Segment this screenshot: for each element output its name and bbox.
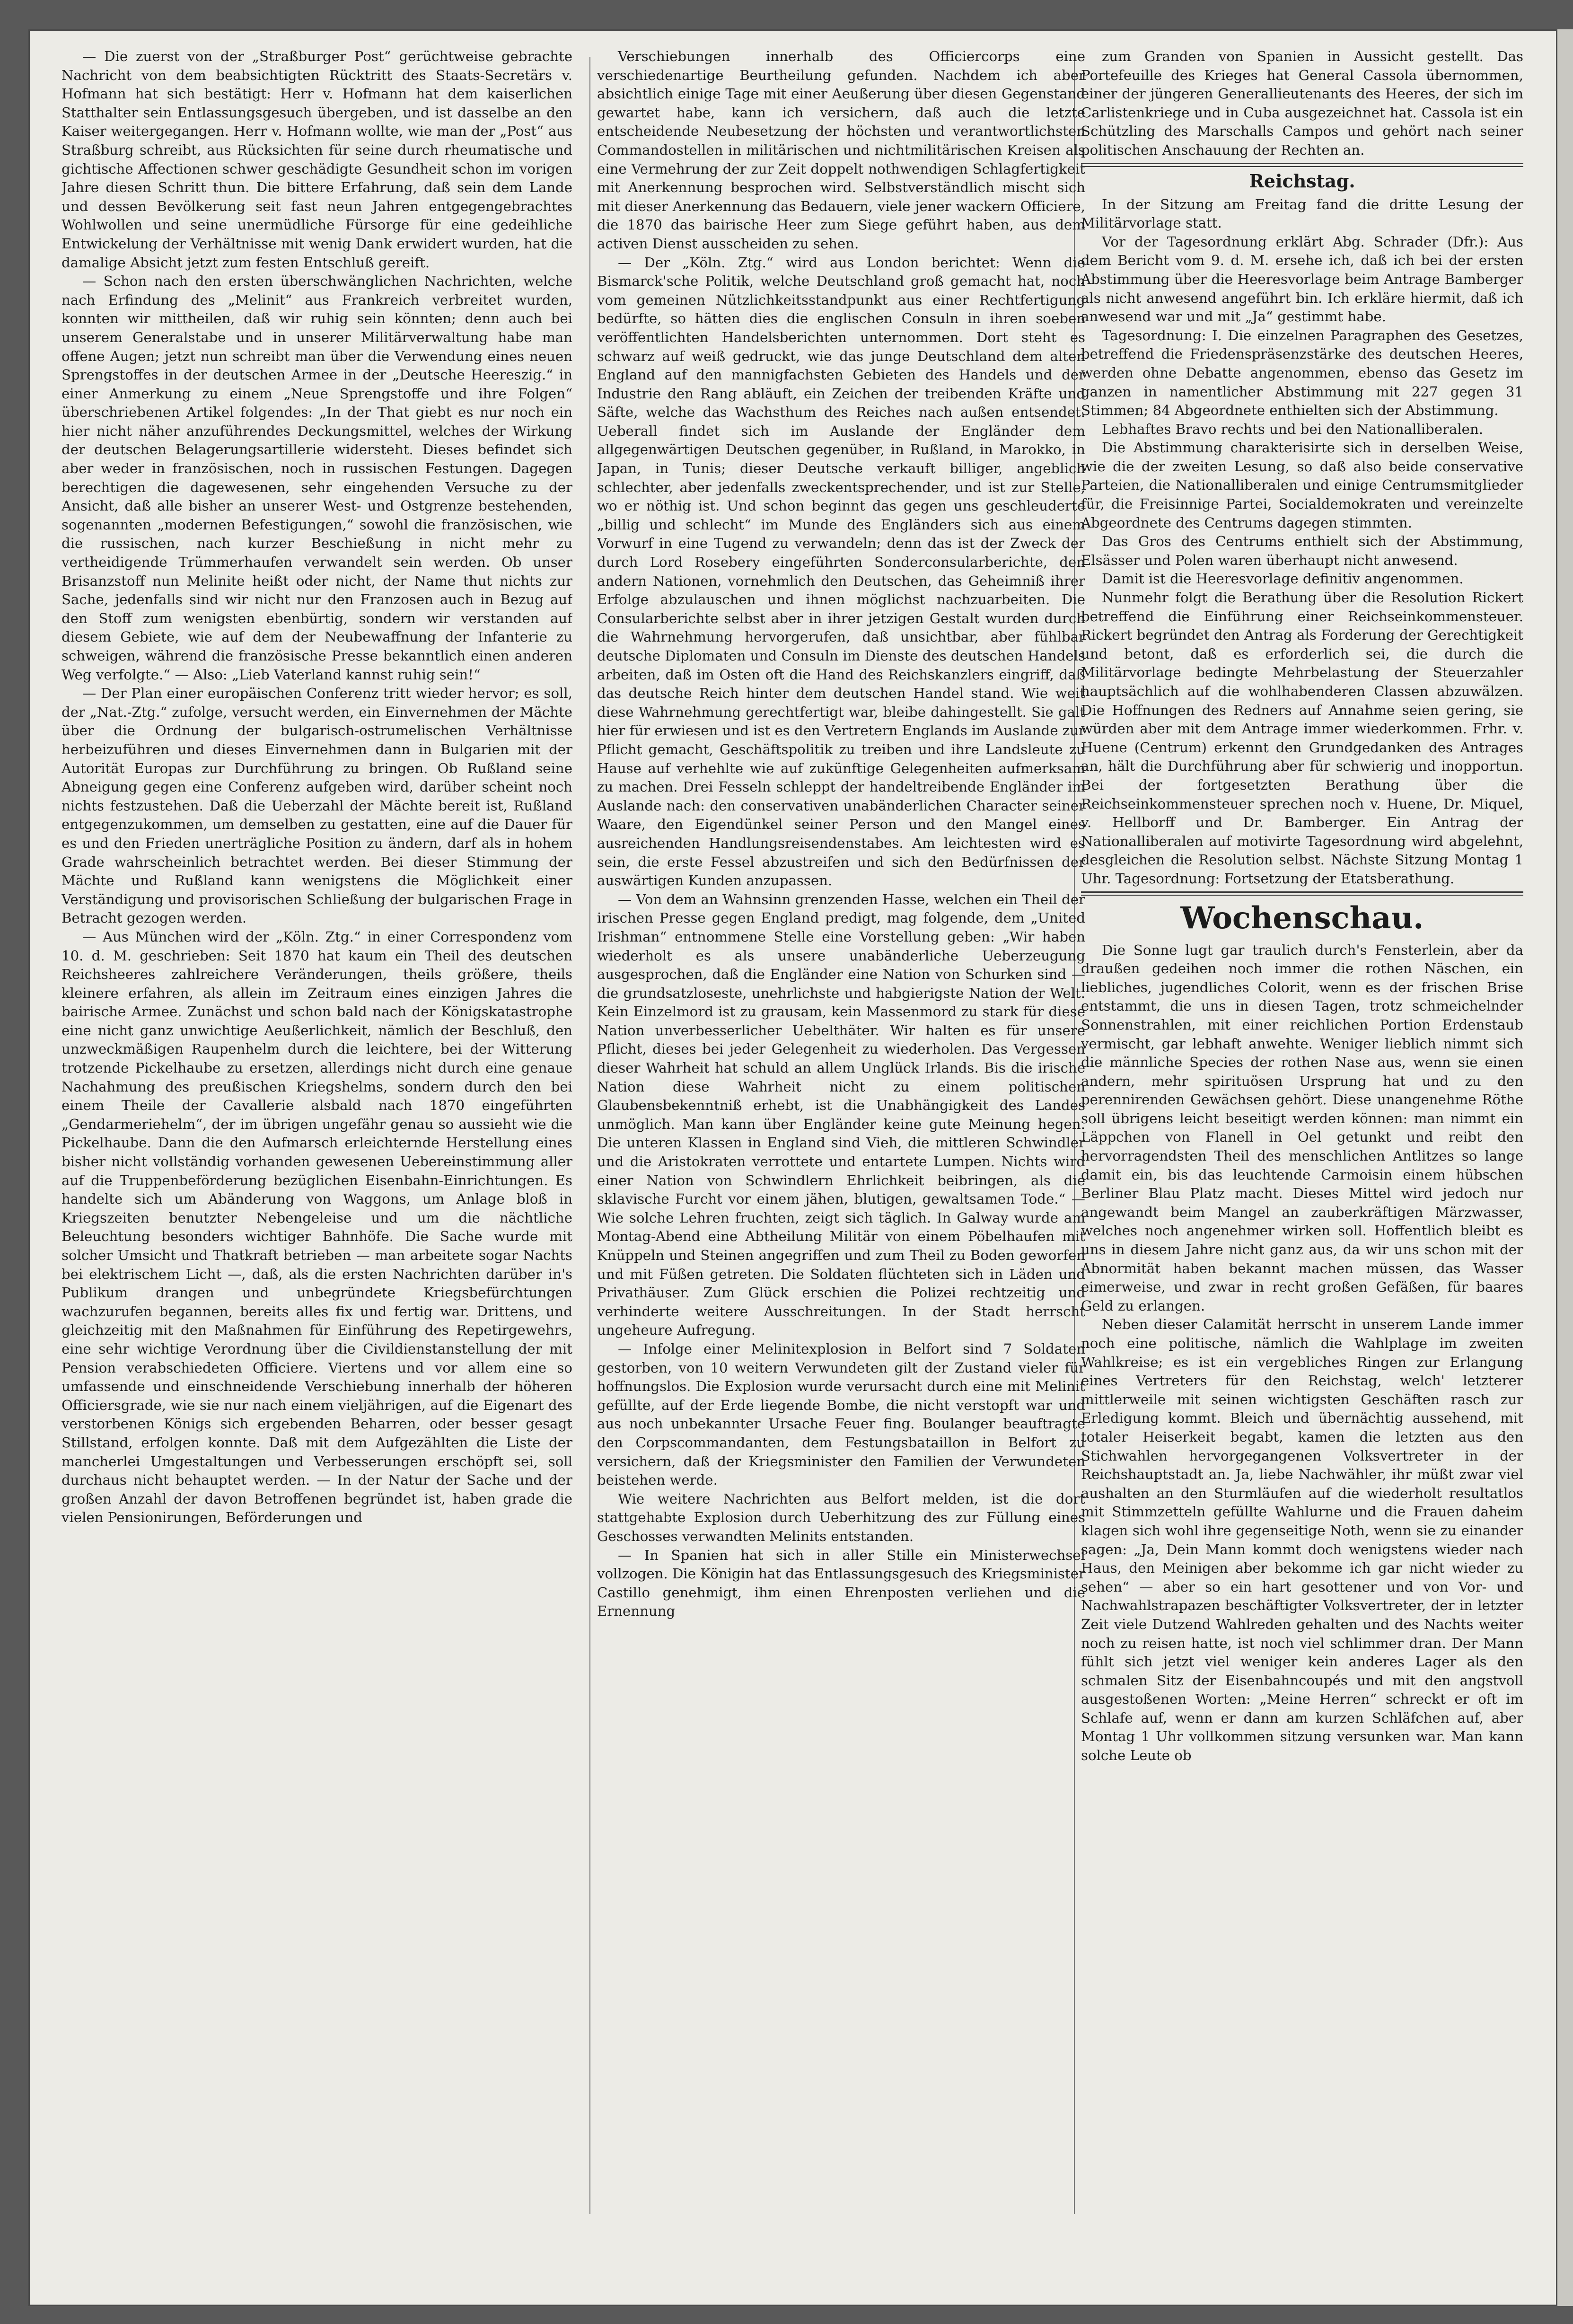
adjacent-page-edge [1557,29,1573,2306]
reichstag-para: In der Sitzung am Freitag fand die dritte Lesung der Militärvorlage statt. [1081,196,1523,231]
reichstag-para: Tagesordnung: I. Die einzelnen Paragraphen des Gesetzes, betreffend die Friedenspräsenzstärke des deutschen Heeres, werden ohne Debatte angenommen, ebenso das Gesetz im ganzen in namentlicher Abstimmung mit 227 gegen 31 Stimmen; 84 Abgeordnete enthielten sich der Abstimmung. [1081,327,1523,419]
wochenschau-para: Neben dieser Calamität herrscht in unserem Lande immer noch eine politische, nämlich die Wahlplage im zweiten Wahlkreise; es ist ein vergebliches Ringen zur Erlangung eines Vertreters für den Reichstag, welch' letzterer mittlerweile mit seinen wichtigsten Geschäften rasch zur Erledigung kommt. Bleich und übernächtig aussehend, mit totaler Heiserkeit begabt, kamen die letzten aus den Stichwahlen hervorgegangenen Volksvertreter in der Reichshauptstadt an. Ja, liebe Nachwähler, ihr müßt zwar viel aushalten an den Sturmläufen auf die wiederholt resultatlos mit Stimmzetteln gefüllte Wahlurne und die Frauen daheim klagen sich wohl ihre gegenseitige Noth, wenn sie zu einander sagen: „Ja, Dein Mann kommt doch wenigstens wieder nach Haus, den Meinigen aber bekomme ich gar nicht wieder zu sehen“ — aber so ein hart gesottener und von Vor- und Nachwahlstrapazen beschäftigter Volksvertreter, der in letzter Zeit viele Dutzend Wahlreden gehalten und des Nachts weiter noch zu reisen hatte, ist noch viel schlimmer dran. Der Mann fühlt sich jetzt viel weniger kein anderes Lager als den schmalen Sitz der Eisenbahncoupés und mit den angstvoll ausgestoßenen Worten: „Meine Herren“ schreckt er oft im Schlafe auf, wenn er dann am kurzen Schläfchen auf, aber Montag 1 Uhr vollkommen sitzung versunken war. Man kann solche Leute ob [1081,1316,1523,1764]
reichstag-para: Das Gros des Centrums enthielt sich der Abstimmung, Elsässer und Polen waren überhaupt nicht anwesend. [1081,533,1523,568]
reichstag-para: Lebhaftes Bravo rechts und bei den Nationalliberalen. [1102,421,1484,437]
article-sprengstoff: — Schon nach den ersten überschwänglichen Nachrichten, welche nach Erfindung des „Melinit“ aus Frankreich verbreitet wurden, konnten wir mittheilen, daß wir ruhig sein könnten; denn auch bei unserem Generalstabe und in unserer Militärverwaltung habe man offene Augen; jetzt nun schreibt man über die Verwendung eines neuen Sprengstoffes in der deutschen Armee in der „Deutsche Heereszig.“ in einer Anmerkung zu einem „Neue Sprengstoffe und ihre Folgen“ überschriebenen Artikel folgendes: „In der That giebt es nur noch ein hier nicht näher anzuführendes Deckungsmittel, welches der Wirkung der deutschen Belagerungsartillerie widersteht. Dieses befindet sich aber weder in französischen, noch in russischen Festungen. Dagegen berechtigen die dagewesenen, sehr eingehenden Versuche zu der Ansicht, daß alle bisher an unserer West- und Ostgrenze bestehenden, sogenannten „modernen Befestigungen,“ sowohl die französischen, wie die russischen, nach kurzer Beschießung in nicht mehr zu vertheidigende Trümmerhaufen verwandelt sein werden. Ob unser Brisanzstoff nun Melinite heißt oder nicht, der Name thut nichts zur Sache, jedenfalls sind wir nicht nur den Franzosen auch in Bezug auf den Stoff zum wenigsten ebenbürtig, sondern wir verstanden auf diesem Gebiete, wie auf dem der Neubewaffnung der Infanterie zu schweigen, während die französische Presse bekanntlich einen anderen Weg verfolgte.“ — Also: „Lieb Vaterland kannst ruhig sein!“ [62,273,572,683]
column-3 [1081,47,1523,2271]
wochenschau-heading: Wochenschau. [1180,900,1424,936]
article-hofmann: — Die zuerst von der „Straßburger Post“ gerüchtweise gebrachte Nachricht von dem beabsichtigten Rücktritt des Staats-Secretärs v. Hofmann hat sich bestätigt: Herr v. Hofmann hat dem kaiserlichen Statthalter sein Entlassungsgesuch übergeben, und ist dasselbe an den Kaiser weitergegangen. Herr v. Hofmann wollte, wie man der „Post“ aus Straßburg schreibt, aus Rücksichten für seine durch rheumatische und gichtische Affectionen schwer geschädigte Gesundheit schon im vorigen Jahre diesen Schritt thun. Die bittere Erfahrung, daß sein dem Lande und dessen Bevölkerung seit fast neun Jahren entgegengebrachtes Wohlwollen und seine unermüdliche Fürsorge für eine gedeihliche Entwickelung der Verhältnisse mit wenig Dank erwidert wurden, hat die damalige Absicht jetzt zum festen Entschluß gereift. [62,48,572,271]
article-muenchen: — Aus München wird der „Köln. Ztg.“ in einer Correspondenz vom 10. d. M. geschrieben: Seit 1870 hat kaum ein Theil des deutschen Reichsheeres zahlreichere Veränderungen, theils größere, theils kleinere erfahren, als allein im Zeitraum eines einzigen Jahres die bairische Armee. Zunächst und schon bald nach der Königskatastrophe eine nicht ganz unwichtige Aeußerlichkeit, nämlich der Beschluß, den unzweckmäßigen Raupenhelm durch die leichtere, bei der Witterung trotzende Pickelhaube zu ersetzen, allerdings nicht durch eine genaue Nachahmung des preußischen Kriegshelms, sondern durch den bei einem Theile der Cavallerie alsbald nach 1870 eingeführten „Gendarmeriehelm“, der im übrigen ungefähr genau so aussieht wie die Pickelhaube. Dann die den Aufmarsch erleichternde Herstellung eines bisher nicht vollständig vorhanden gewesenen Uebereinstimmung aller auf die Truppenbeförderung bezüglichen Eisenbahn-Einrichtungen. Es handelte sich um Abänderung von Waggons, um Anlage bloß in Kriegszeiten benutzter Nebengeleise und um die nächtliche Beleuchtung besonders wichtiger Bahnhöfe. Die Sache wurde mit solcher Umsicht und Thatkraft betrieben — man arbeitete sogar Nachts bei elektrischem Licht —, daß, als die ersten Nachrichten darüber in's Publikum drangen und unbegründete Kriegsbefürchtungen wachzurufen begannen, bereits alles fix und fertig war. Drittens, und gleichzeitig mit den Maßnahmen für Einführung des Repetirgewehrs, eine sehr wichtige Verordnung über die Civildienstanstellung der mit Pension verabschiedeten Officiere. Viertens und vor allem eine so umfassende und einschneidende Verschiebung innerhalb der höheren Officiersgrade, wie sie nur nach einem vieljährigen, auf die Eigenart des verstorbenen Königs sich ergebenden Beharren, oder besser gesagt Stillstand, erfolgen konnte. Daß mit dem Aufgezählten die Liste der mancherlei Umgestaltungen und Verbesserungen erschöpft sei, soll durchaus nicht behauptet werden. — In der Natur der Sache und der großen Anzahl der davon Betroffenen begründet ist, haben grade die vielen Pensionirungen, Beförderungen und [62,928,572,1526]
column-1 [62,47,572,2271]
article-spanien: — In Spanien hat sich in aller Stille ein Ministerwechsel vollzogen. Die Königin hat das Entlassungsgesuch des Kriegsminister Castillo genehmigt, ihm einen Ehrenposten verliehen und die Ernennung [597,1547,1085,1620]
section-rule [1081,891,1523,896]
article-spanien-cont: zum Granden von Spanien in Aussicht gestellt. Das Portefeuille des Krieges hat General Cassola übernommen, einer der jüngeren Generallieutenants des Heeres, der sich im Carlistenkriege und in Cuba ausgezeichnet hat. Cassola ist ein Schützling des Marschalls Campos und gehört nach seiner politischen Anschauung der Rechten an. [1081,48,1523,158]
section-rule [1081,163,1523,167]
reichstag-para: Die Abstimmung charakterisirte sich in derselben Weise, wie die der zweiten Lesung, so daß also beide conservative Parteien, die Nationalliberalen und einige Centrumsmitglieder für, die Freisinnige Partei, Socialdemokraten und vereinzelte Abgeordnete des Centrums dagegen stimmten. [1081,440,1523,531]
article-belfort-2: Wie weitere Nachrichten aus Belfort melden, ist die dort stattgehabte Explosion durch Ueberhitzung des zur Füllung eines Geschosses verwandten Melinits entstanden. [597,1490,1085,1544]
column-rule [589,57,590,2214]
article-conferenz: — Der Plan einer europäischen Conferenz tritt wieder hervor; es soll, der „Nat.-Ztg.“ zufolge, versucht werden, ein Einvernehmen der Mächte über die Ordnung der bulgarisch-ostrumelischen Verhältnisse herbeizuführen und dieses Einvernehmen dann in Bulgarien mit der Autorität Europas zur Durchführung zu bringen. Ob Rußland seine Abneigung gegen eine Conferenz aufgeben wird, darüber scheint noch nichts festzustehen. Daß die Ueberzahl der Mächte bereit ist, Rußland entgegenzukommen, um demselben zu gestatten, eine auf die Dauer für es und den Frieden unerträgliche Position zu ändern, darf als in hohem Grade wahrscheinlich betrachtet werden. Bei dieser Stimmung der Mächte und Rußland kann wenigstens die Möglichkeit einer Verständigung und provisorischen Schließung der bulgarischen Frage in Betracht gezogen werden. [62,685,572,926]
article-london: — Der „Köln. Ztg.“ wird aus London berichtet: Wenn die Bismarck'sche Politik, welche Deutschland groß gemacht hat, noch vom gemeinen Nützlichkeitsstandpunkt aus einer Rechtfertigung bedürfte, so hätten dies die englischen Consuln in ihren soeben veröffentlichten Handelsberichten unternommen. Dort steht es schwarz auf weiß gedruckt, wie das junge Deutschland dem alten England auf den mannigfachsten Gebieten des Handels und der Industrie den Rang abläuft, ein Zeichen der treibenden Kräfte und Säfte, welche das Wachsthum des Reiches nach außen entsendet. Ueberall findet sich im Auslande der Engländer dem allgegenwärtigen Deutschen gegenüber, in Rußland, in Marokko, in Japan, in Tunis; dieser Deutsche verkauft billiger, angeblich schlechter, aber jedenfalls zweckentsprechender, und ist zur Stelle, wo er nöthig ist. Und schon beginnt das gegen uns geschleuderte „billig und schlecht“ im Munde des Engländers sich aus einem Vorwurf in eine Tugend zu verwandeln; denn das ist der Zweck der durch Lord Rosebery eingeführten Sonderconsularberichte, den andern Nationen, vornehmlich den Deutschen, das Geheimniß ihrer Erfolge abzulauschen und ihnen möglichst nachzuarbeiten. Die Consularberichte selbst aber in ihrer jetzigen Gestalt wurden durch die Wahrnehmung hervorgerufen, daß unsichtbar, aber fühlbar deutsche Diplomaten und Consuln im Dienste des deutschen Handels arbeiten, daß im Osten oft die Hand des Reichskanzlers eingriff, daß das deutsche Reich hinter dem deutschen Handel stand. Wie weit diese Wahrnehmung gerechtfertigt war, bleibe dahingestellt. Sie galt hier für erwiesen und ist es den Vertretern Englands im Auslande zur Pflicht gemacht, Geschäftspolitik zu treiben und ihre Landsleute zu Hause auf verhehlte wie auf zukünftige Gelegenheiten aufmerksam zu machen. Drei Fesseln schleppt der handeltreibende Engländer im Auslande nach: den conservativen unabänderlichen Character seiner Waare, den Eigendünkel seiner Person und den Mangel eines ausreichenden Handlungsreisendenstabes. Am leichtesten wird es sein, die erste Fessel abzustreifen und sich den Bedürfnissen der auswärtigen Kunden anzupassen. [597,254,1085,889]
reichstag-para: Vor der Tagesordnung erklärt Abg. Schrader (Dfr.): Aus dem Bericht vom 9. d. M. ersehe ich, daß ich bei der ersten Abstimmung über die Heeresvorlage beim Antrage Bamberger als nicht anwesend angeführt bin. Ich erkläre hiermit, daß ich anwesend war und mit „Ja“ gestimmt habe. [1081,233,1523,325]
reichstag-heading: Reichstag. [1249,170,1355,192]
wochenschau-para: Die Sonne lugt gar traulich durch's Fensterlein, aber da draußen gedeihen noch immer die rothen Näschen, ein liebliches, jugendliches Colorit, wenn es der frischen Brise entstammt, die uns in diesen Tagen, trotz schmeichelnder Sonnenstrahlen, mit einer reichlichen Portion Erdenstaub vermischt, gar lebhaft anwehte. Weniger lieblich nimmt sich die männliche Species der rothen Nase aus, wenn sie einen andern, mehr spirituösen Ursprung hat und zu den perennirenden Gewächsen gehört. Diese unangenehme Röthe soll übrigens leicht beseitigt werden können: man nimmt ein Läppchen von Flanell in Oel getunkt und reibt den hervorragendsten Theil des menschlichen Antlitzes so lange damit ein, bis das leuchtende Carmoisin einem hübschen Berliner Blau Platz macht. Dieses Mittel wird jedoch nur angewandt beim Mangel an zauberkräftigen Märzwasser, welches noch angenehmer wirken soll. Hoffentlich bleibt es uns in diesem Jahre nicht ganz aus, da wir uns schon mit der Abnormität haben bekannt machen müssen, das Wasser eimerweise, und zwar in recht großen Gefäßen, für baares Geld zu erlangen. [1081,942,1523,1314]
reichstag-para: Damit ist die Heeresvorlage definitiv angenommen. [1102,571,1464,587]
article-officiercorps: Verschiebungen innerhalb des Officiercorps eine verschiedenartige Beurtheilung gefunden. Nachdem ich aber absichtlich einige Tage mit einer Aeußerung über diesen Gegenstand gewartet habe, kann ich versichern, daß auch die letzte entscheidende Neubesetzung der höchsten und verantwortlichsten Commandostellen in militärischen und nichtmilitärischen Kreisen als eine Vermehrung der zur Zeit doppelt nothwendigen Schlagfertigkeit mit Anerkennung besprochen wird. Selbstverständlich mischt sich mit dieser Anerkennung das Bedauern, viele jener wackern Officiere, die 1870 das bairische Heer zum Siege geführt haben, aus dem activen Dienst ausscheiden zu sehen. [597,48,1085,252]
reichstag-para: Nunmehr folgt die Berathung über die Resolution Rickert betreffend die Einführung einer Reichseinkommensteuer. Rickert begründet den Antrag als Forderung der Gerechtigkeit und betont, daß es erforderlich sei, die durch die Militärvorlage bedingte Mehrbelastung der Steuerzahler hauptsächlich auf die wohlhabenderen Classen abzuwälzen. Die Hoffnungen des Redners auf Annahme seien gering, sie würden aber mit dem Antrage immer wiederkommen. Frhr. v. Huene (Centrum) erkennt den Grundgedanken des Antrages an, hält die Durchführung aber für schwierig und inopportun. Bei der fortgesetzten Berathung über die Reichseinkommensteuer sprechen noch v. Huene, Dr. Miquel, v. Hellborff und Dr. Bamberger. Ein Antrag der Nationalliberalen auf motivirte Tagesordnung wird abgelehnt, desgleichen die Resolution selbst. Nächste Sitzung Montag 1 Uhr. Tagesordnung: Fortsetzung der Etatsberathung. [1081,590,1523,887]
article-belfort: — Infolge einer Melinitexplosion in Belfort sind 7 Soldaten gestorben, von 10 weitern Verwundeten gilt der Zustand vieler für hoffnungslos. Die Explosion wurde verursacht durch eine mit Melinit gefüllte, auf der Erde liegende Bombe, die nicht verstopft war und aus noch unbekannter Ursache Feuer fing. Boulanger beauftragte den Corpscommandanten, dem Festungsbataillon in Belfort zu versichern, daß der Kriegsminister den Familien der Verwundeten beistehen werde. [597,1340,1085,1488]
column-2 [597,47,1085,2271]
article-irische-presse: — Von dem an Wahnsinn grenzenden Hasse, welchen ein Theil der irischen Presse gegen England predigt, mag folgende, dem „United Irishman“ entnommene Stelle eine Vorstellung geben: „Wir haben wiederholt es als unsere unabänderliche Ueberzeugung ausgesprochen, daß die Engländer eine Nation von Schurken sind — die grundsatzloseste, unehrlichste und habgierigste Nation der Welt. Kein Einzelmord ist zu grausam, kein Massenmord zu stark für diese Nation unverbesserlicher Uebelthäter. Wir halten es für unsere Pflicht, dieses bei jeder Gelegenheit zu wiederholen. Das Vergessen dieser Wahrheit hat schuld an allem Unglück Irlands. Bis die irische Nation diese Wahrheit nicht zu einem politischen Glaubensbekenntniß erhebt, ist die Unabhängigkeit des Landes unmöglich. Man kann über Engländer keine gute Meinung hegen. Die unteren Klassen in England sind Vieh, die mittleren Schwindler und die Aristokraten verrottete und entartete Lumpen. Nichts wird einer Nation von Schwindlern Ehrlichkeit beibringen, als die sklavische Furcht vor einem jähen, blutigen, gewaltsamen Tode.“ — Wie solche Lehren fruchten, zeigt sich täglich. In Galway wurde am Montag-Abend eine Abtheilung Militär von einem Pöbelhaufen mit Knüppeln und Steinen angegriffen und zum Theil zu Boden geworfen und mit Füßen getreten. Die Soldaten flüchteten sich in Läden und Privathäuser. Zum Glück erschien die Polizei rechtzeitig und verhinderte weitere Ausschreitungen. In der Stadt herrscht ungeheure Aufregung. [597,891,1085,1338]
